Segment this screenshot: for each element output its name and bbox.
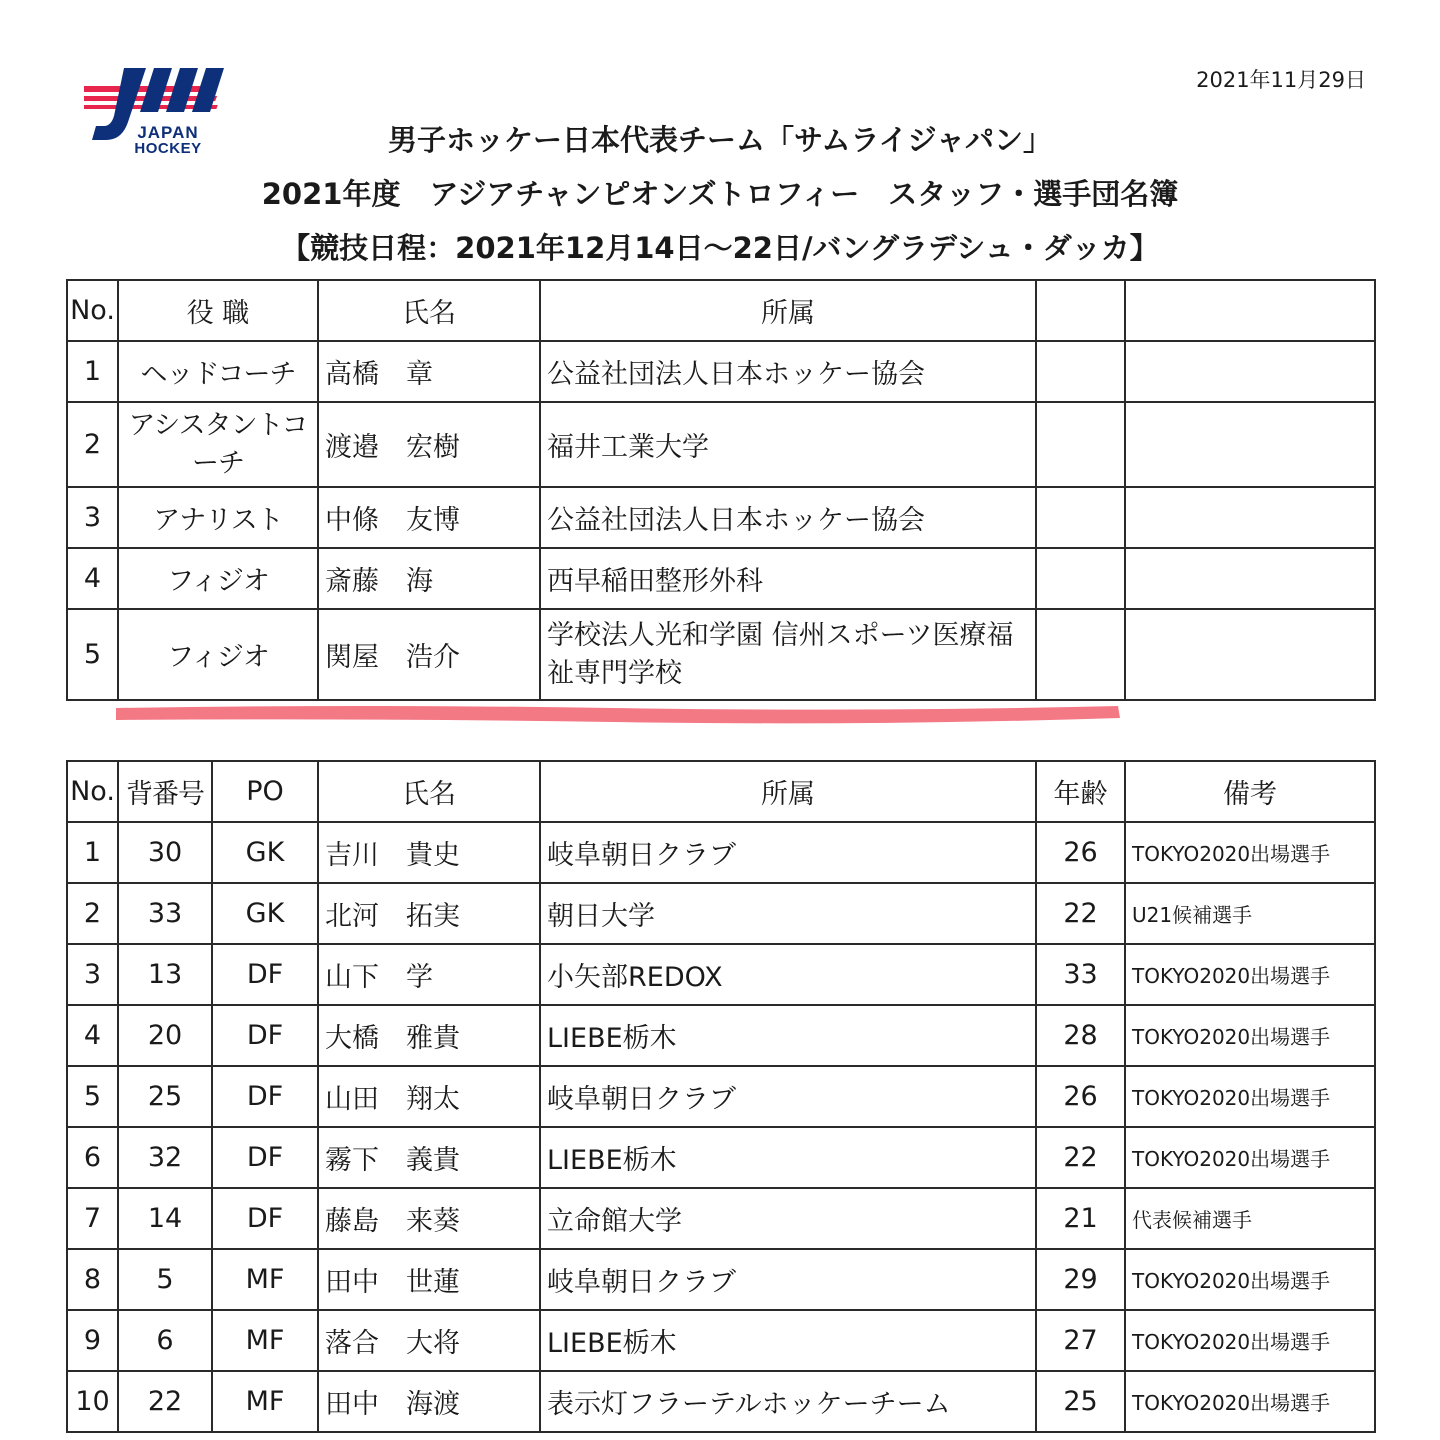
staff-empty-cell — [1125, 341, 1375, 402]
staff-role: アシスタントコーチ — [118, 402, 318, 487]
player-note: TOKYO2020出場選手 — [1125, 944, 1375, 1005]
table-row — [67, 402, 1375, 487]
players-header-po: PO — [212, 761, 318, 822]
player-name: 吉川 貴史 — [318, 822, 540, 883]
staff-header-extra2 — [1125, 280, 1375, 341]
players-header-no: No. — [67, 761, 118, 822]
staff-name: 渡邉 宏樹 — [318, 402, 540, 487]
staff-affiliation: 福井工業大学 — [540, 402, 1036, 487]
document-title-line3: 【競技日程：2021年12月14日～22日/バングラデシュ・ダッカ】 — [281, 231, 1159, 265]
player-position: DF — [212, 1066, 318, 1127]
player-number: 6 — [118, 1310, 212, 1371]
player-affiliation: 岐阜朝日クラブ — [540, 1066, 1036, 1127]
player-affiliation: LIEBE栃木 — [540, 1310, 1036, 1371]
staff-empty-cell — [1125, 487, 1375, 548]
staff-empty-cell — [1125, 609, 1375, 700]
player-age: 26 — [1036, 1066, 1125, 1127]
staff-no: 3 — [67, 487, 118, 548]
player-note: TOKYO2020出場選手 — [1125, 1249, 1375, 1310]
staff-empty-cell — [1125, 402, 1375, 487]
staff-affiliation: 公益社団法人日本ホッケー協会 — [540, 341, 1036, 402]
table-row — [67, 1066, 1375, 1127]
player-note: TOKYO2020出場選手 — [1125, 822, 1375, 883]
player-no: 3 — [67, 944, 118, 1005]
player-age: 22 — [1036, 1127, 1125, 1188]
players-header-note: 備考 — [1125, 761, 1375, 822]
staff-header-name: 氏名 — [318, 280, 540, 341]
players-header-affiliation: 所属 — [540, 761, 1036, 822]
player-position: DF — [212, 1127, 318, 1188]
player-no: 10 — [67, 1371, 118, 1432]
player-age: 26 — [1036, 822, 1125, 883]
player-affiliation: 立命館大学 — [540, 1188, 1036, 1249]
staff-affiliation: 学校法人光和学園 信州スポーツ医療福祉専門学校 — [540, 609, 1036, 700]
staff-empty-cell — [1036, 609, 1125, 700]
staff-name: 斎藤 海 — [318, 548, 540, 609]
player-name: 田中 世蓮 — [318, 1249, 540, 1310]
player-note: U21候補選手 — [1125, 883, 1375, 944]
player-no: 2 — [67, 883, 118, 944]
staff-empty-cell — [1125, 548, 1375, 609]
staff-no: 4 — [67, 548, 118, 609]
players-table — [66, 760, 1376, 1433]
player-position: MF — [212, 1371, 318, 1432]
players-header-name: 氏名 — [318, 761, 540, 822]
player-number: 5 — [118, 1249, 212, 1310]
player-affiliation: LIEBE栃木 — [540, 1005, 1036, 1066]
table-row — [67, 944, 1375, 1005]
player-affiliation: 朝日大学 — [540, 883, 1036, 944]
player-note: TOKYO2020出場選手 — [1125, 1371, 1375, 1432]
staff-role: フィジオ — [118, 548, 318, 609]
player-no: 4 — [67, 1005, 118, 1066]
player-note: TOKYO2020出場選手 — [1125, 1005, 1375, 1066]
player-position: MF — [212, 1310, 318, 1371]
player-name: 大橋 雅貴 — [318, 1005, 540, 1066]
staff-table — [66, 279, 1376, 701]
red-highlight-stroke — [112, 696, 1124, 726]
staff-empty-cell — [1036, 341, 1125, 402]
staff-no: 5 — [67, 609, 118, 700]
staff-name: 関屋 浩介 — [318, 609, 540, 700]
staff-role: ヘッドコーチ — [118, 341, 318, 402]
table-row — [67, 1127, 1375, 1188]
document-title-line2: 2021年度 アジアチャンピオンズトロフィー スタッフ・選手団名簿 — [261, 177, 1179, 211]
staff-affiliation: 西早稲田整形外科 — [540, 548, 1036, 609]
staff-no: 2 — [67, 402, 118, 487]
table-row — [67, 609, 1375, 700]
player-affiliation: 岐阜朝日クラブ — [540, 1249, 1036, 1310]
player-name: 霧下 義貴 — [318, 1127, 540, 1188]
player-no: 5 — [67, 1066, 118, 1127]
player-no: 7 — [67, 1188, 118, 1249]
staff-name: 高橋 章 — [318, 341, 540, 402]
players-header-number: 背番号 — [118, 761, 212, 822]
table-row — [67, 1005, 1375, 1066]
player-age: 27 — [1036, 1310, 1125, 1371]
table-row — [67, 1371, 1375, 1432]
player-number: 22 — [118, 1371, 212, 1432]
staff-empty-cell — [1036, 487, 1125, 548]
staff-header-row — [67, 280, 1375, 341]
staff-header-affiliation: 所属 — [540, 280, 1036, 341]
table-row — [67, 487, 1375, 548]
table-row — [67, 822, 1375, 883]
table-row — [67, 1249, 1375, 1310]
player-number: 20 — [118, 1005, 212, 1066]
player-number: 14 — [118, 1188, 212, 1249]
table-row — [67, 1188, 1375, 1249]
player-note: 代表候補選手 — [1125, 1188, 1375, 1249]
player-age: 33 — [1036, 944, 1125, 1005]
player-age: 22 — [1036, 883, 1125, 944]
player-affiliation: 岐阜朝日クラブ — [540, 822, 1036, 883]
player-number: 13 — [118, 944, 212, 1005]
staff-role: フィジオ — [118, 609, 318, 700]
player-note: TOKYO2020出場選手 — [1125, 1066, 1375, 1127]
staff-role: アナリスト — [118, 487, 318, 548]
player-position: DF — [212, 944, 318, 1005]
logo-text-hockey: HOCKEY — [134, 140, 202, 157]
player-age: 28 — [1036, 1005, 1125, 1066]
player-number: 33 — [118, 883, 212, 944]
player-age: 29 — [1036, 1249, 1125, 1310]
player-position: MF — [212, 1249, 318, 1310]
player-number: 32 — [118, 1127, 212, 1188]
staff-header-extra1 — [1036, 280, 1125, 341]
staff-affiliation: 公益社団法人日本ホッケー協会 — [540, 487, 1036, 548]
player-name: 田中 海渡 — [318, 1371, 540, 1432]
document-title-line1: 男子ホッケー日本代表チーム「サムライジャパン」 — [387, 123, 1053, 157]
player-name: 落合 大将 — [318, 1310, 540, 1371]
players-header-age: 年齢 — [1036, 761, 1125, 822]
player-name: 山田 翔太 — [318, 1066, 540, 1127]
player-position: GK — [212, 883, 318, 944]
player-age: 25 — [1036, 1371, 1125, 1432]
player-affiliation: 表示灯フラーテルホッケーチーム — [540, 1371, 1036, 1432]
player-age: 21 — [1036, 1188, 1125, 1249]
staff-header-role: 役 職 — [118, 280, 318, 341]
player-number: 30 — [118, 822, 212, 883]
player-name: 北河 拓実 — [318, 883, 540, 944]
player-position: DF — [212, 1005, 318, 1066]
player-affiliation: LIEBE栃木 — [540, 1127, 1036, 1188]
table-row — [67, 883, 1375, 944]
players-header-row — [67, 761, 1375, 822]
staff-name: 中條 友博 — [318, 487, 540, 548]
logo-text-japan: JAPAN — [137, 123, 199, 142]
player-note: TOKYO2020出場選手 — [1125, 1310, 1375, 1371]
staff-empty-cell — [1036, 402, 1125, 487]
table-row — [67, 548, 1375, 609]
staff-empty-cell — [1036, 548, 1125, 609]
player-no: 8 — [67, 1249, 118, 1310]
player-affiliation: 小矢部REDOX — [540, 944, 1036, 1005]
player-position: GK — [212, 822, 318, 883]
player-no: 1 — [67, 822, 118, 883]
player-name: 藤島 来葵 — [318, 1188, 540, 1249]
table-row — [67, 1310, 1375, 1371]
staff-no: 1 — [67, 341, 118, 402]
player-position: DF — [212, 1188, 318, 1249]
table-row — [67, 341, 1375, 402]
staff-header-no: No. — [67, 280, 118, 341]
player-name: 山下 学 — [318, 944, 540, 1005]
player-note: TOKYO2020出場選手 — [1125, 1127, 1375, 1188]
player-no: 9 — [67, 1310, 118, 1371]
player-no: 6 — [67, 1127, 118, 1188]
player-number: 25 — [118, 1066, 212, 1127]
document-date: 2021年11月29日 — [1196, 68, 1366, 92]
